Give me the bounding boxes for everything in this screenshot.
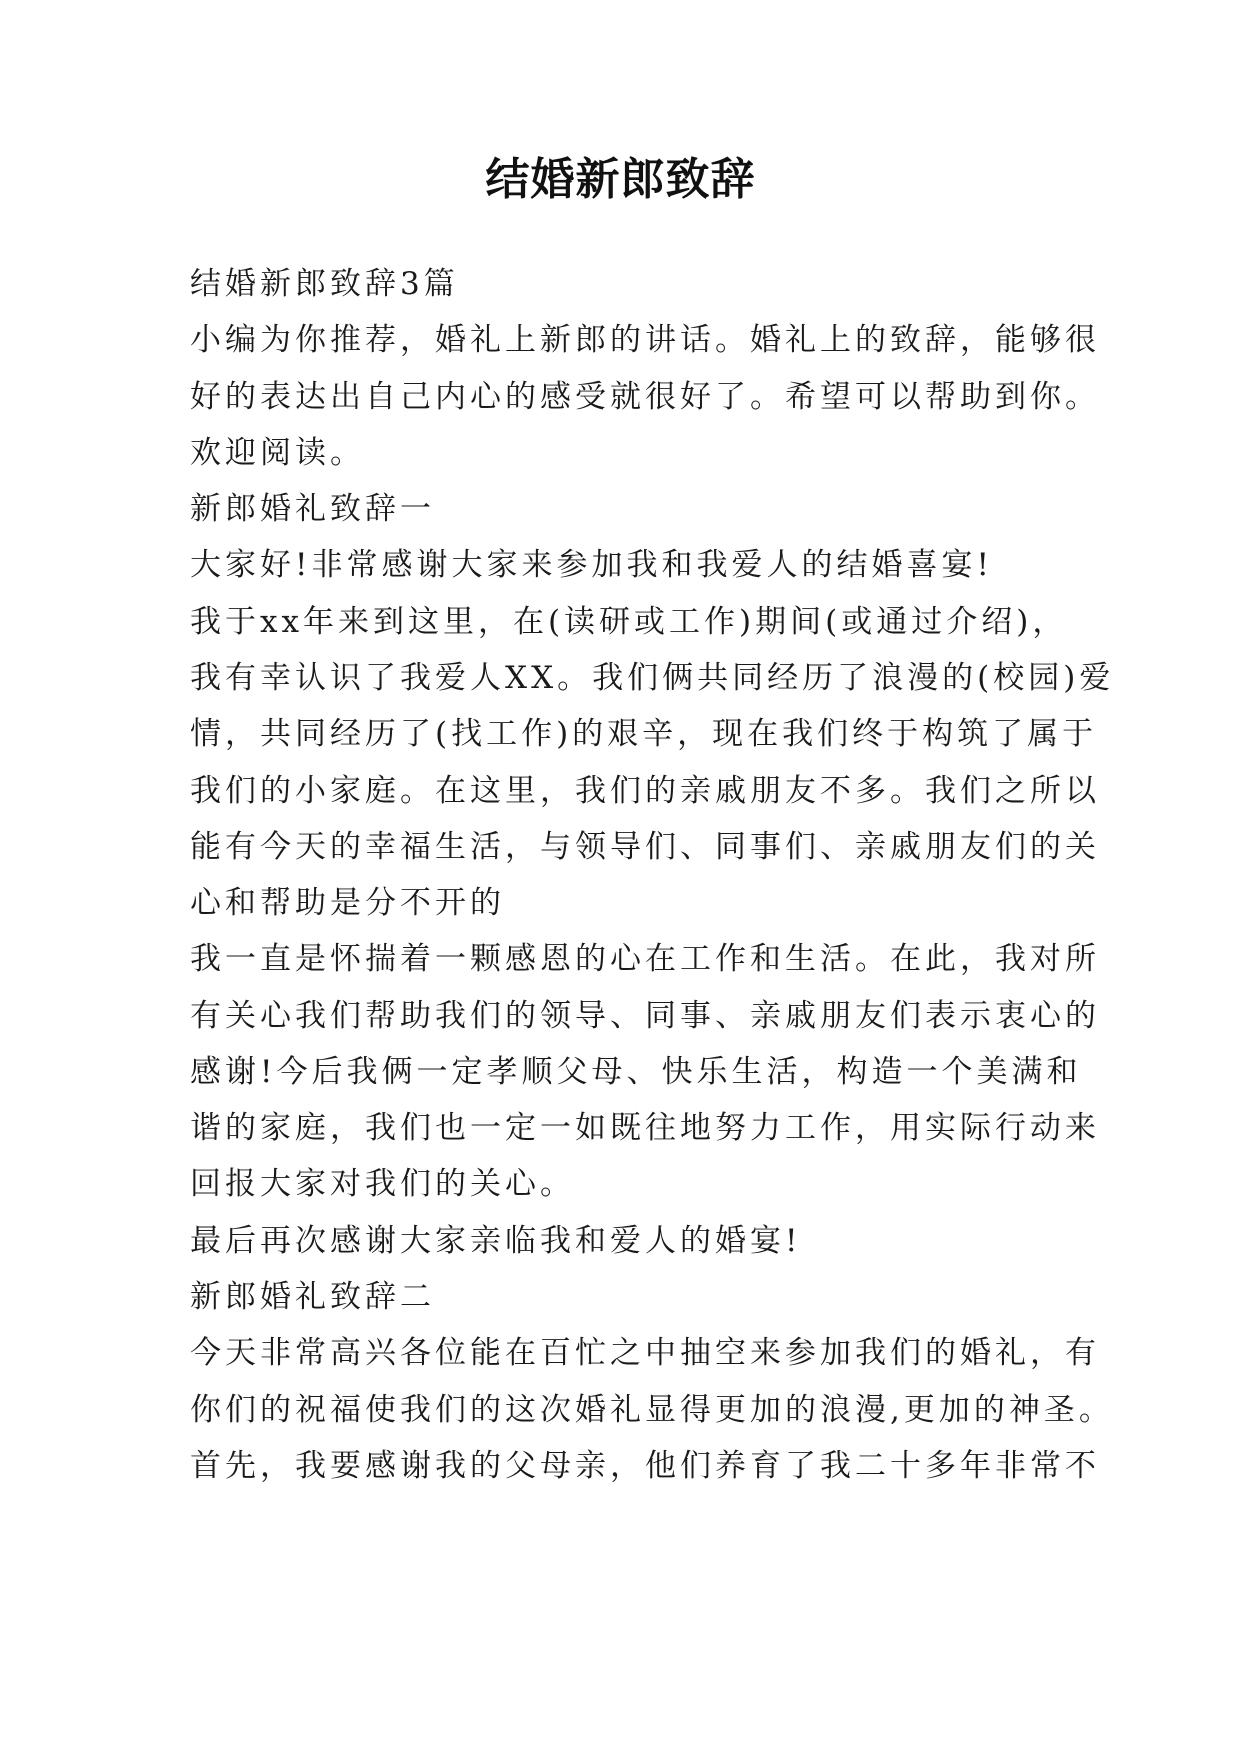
text-line: 我一直是怀揣着一颗感恩的心在工作和生活。在此，我对所 bbox=[190, 941, 1100, 977]
text-line: 能有今天的幸福生活，与领导们、同事们、亲戚朋友们的关 bbox=[190, 829, 1100, 865]
text-line: 好的表达出自己内心的感受就很好了。希望可以帮助到你。 bbox=[190, 379, 1100, 415]
text-line: 我于xx年来到这里，在(读研或工作)期间(或通过介绍)， bbox=[190, 604, 1068, 640]
text-line: 心和帮助是分不开的 bbox=[190, 885, 505, 921]
text-line: 我们的小家庭。在这里，我们的亲戚朋友不多。我们之所以 bbox=[190, 773, 1100, 809]
text-line: 我有幸认识了我爱人XX。我们俩共同经历了浪漫的(校园)爱 bbox=[190, 660, 1115, 696]
text-line: 结婚新郎致辞3篇 bbox=[190, 266, 459, 302]
text-line: 感谢!今后我俩一定孝顺父母、快乐生活，构造一个美满和 bbox=[190, 1054, 1082, 1090]
text-line: 新郎婚礼致辞二 bbox=[190, 1279, 435, 1315]
text-line: 新郎婚礼致辞一 bbox=[190, 491, 435, 527]
text-line: 小编为你推荐，婚礼上新郎的讲话。婚礼上的致辞，能够很 bbox=[190, 322, 1100, 358]
text-line: 你们的祝福使我们的这次婚礼显得更加的浪漫,更加的神圣。 bbox=[190, 1392, 1114, 1428]
text-line: 最后再次感谢大家亲临我和爱人的婚宴! bbox=[190, 1223, 802, 1259]
text-line: 回报大家对我们的关心。 bbox=[190, 1166, 575, 1202]
document-title: 结婚新郎致辞 bbox=[485, 154, 756, 205]
text-line: 欢迎阅读。 bbox=[190, 435, 365, 471]
text-line: 今天非常高兴各位能在百忙之中抽空来参加我们的婚礼，有 bbox=[190, 1335, 1100, 1371]
text-line: 首先，我要感谢我的父母亲，他们养育了我二十多年非常不 bbox=[190, 1448, 1100, 1484]
text-line: 有关心我们帮助我们的领导、同事、亲戚朋友们表示衷心的 bbox=[190, 998, 1100, 1034]
text-line: 情，共同经历了(找工作)的艰辛，现在我们终于构筑了属于 bbox=[190, 716, 1098, 752]
text-line: 大家好!非常感谢大家来参加我和我爱人的结婚喜宴! bbox=[190, 547, 993, 583]
text-line: 谐的家庭，我们也一定一如既往地努力工作，用实际行动来 bbox=[190, 1110, 1100, 1146]
